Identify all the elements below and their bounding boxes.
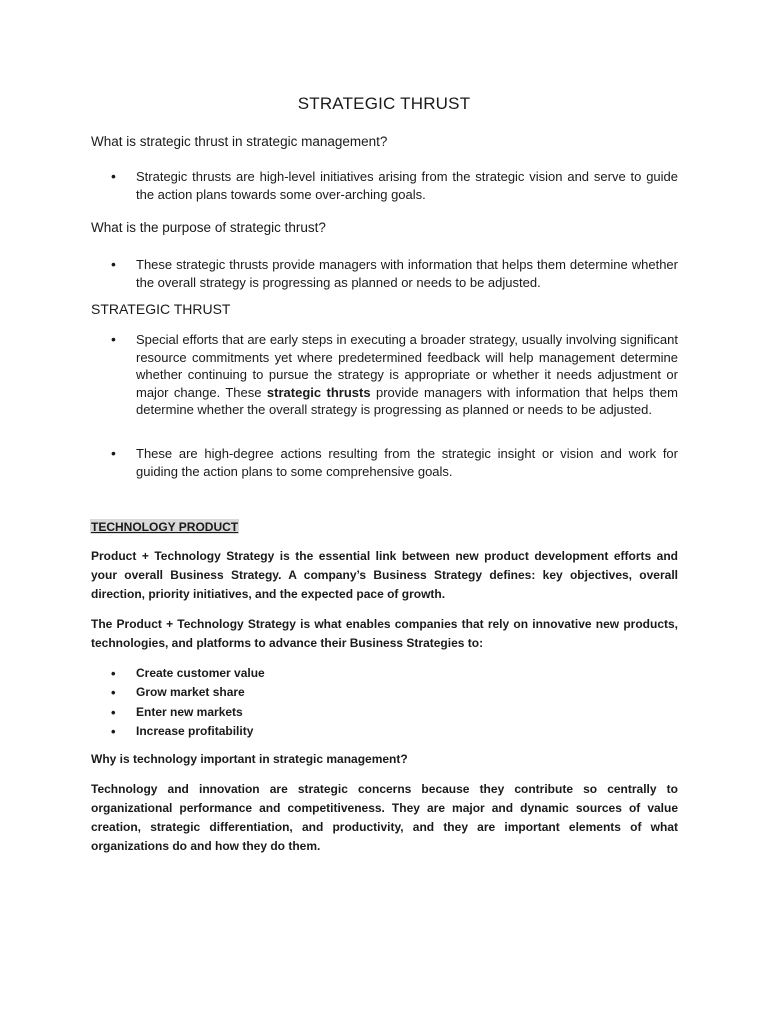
list-item: • Enter new markets bbox=[136, 703, 536, 722]
bullet-3-text-a: Special efforts that are early steps in executing a broader strategy, usually involving significant resource commitments yet where predetermined feedback will help management determine whether continuing to pursue the strategy is appropriate or whether it needs adjustment or major change. These bbox=[136, 332, 678, 400]
why-heading: Why is technology important in strategic management? bbox=[91, 752, 408, 766]
tech-bullet-list bbox=[136, 664, 536, 742]
bullet-3-bold: strategic thrusts bbox=[266, 384, 371, 400]
document-title: STRATEGIC THRUST bbox=[297, 94, 471, 113]
list-item: • Create customer value bbox=[136, 664, 536, 683]
tech-paragraph-2: The Product + Technology Strategy is what enables companies that rely on innovative new products, technologies, and platforms to advance their Business Strategies to: bbox=[91, 617, 678, 650]
section-heading: STRATEGIC THRUST bbox=[91, 301, 231, 317]
bullet-3 bbox=[136, 331, 678, 419]
bullet-4-text: These are high-degree actions resulting from the strategic insight or vision and work for guiding the action plans to some comprehensive goals. bbox=[136, 446, 678, 479]
list-item: • Increase profitability bbox=[136, 722, 536, 741]
bullet-1-text: Strategic thrusts are high-level initiatives arising from the strategic vision and serve to guide the action plans towards some over-arching goals. bbox=[136, 169, 678, 202]
question-heading-2: What is the purpose of strategic thrust? bbox=[91, 220, 326, 235]
list-item: • Grow market share bbox=[136, 683, 536, 702]
tech-paragraph-3: Technology and innovation are strategic concerns because they contribute so centrally to organizational performance and competitiveness. They are major and dynamic sources of value creation, strategic differentiation, and productivity, and they are important elements of what organizations do and how they do them. bbox=[91, 782, 678, 853]
bullet-2 bbox=[136, 256, 678, 291]
bullet-4 bbox=[136, 445, 678, 480]
question-heading-1: What is strategic thrust in strategic management? bbox=[91, 134, 388, 149]
technology-product-heading: TECHNOLOGY PRODUCT bbox=[91, 520, 239, 534]
bullet-2-text: These strategic thrusts provide managers with information that helps them determine whether the overall strategy is progressing as planned or needs to be adjusted. bbox=[136, 257, 678, 290]
tech-paragraph-1: Product + Technology Strategy is the essential link between new product development efforts and your overall Business Strategy. A company’s Business Strategy defines: key objectives, overall direction, priority initiatives, and the expected pace of growth. bbox=[91, 549, 678, 601]
bullet-1 bbox=[136, 168, 678, 203]
bullet-3-text-b: provide managers with information that helps them determine whether the overall strategy is progressing as planned or needs to be adjusted. bbox=[136, 384, 678, 417]
